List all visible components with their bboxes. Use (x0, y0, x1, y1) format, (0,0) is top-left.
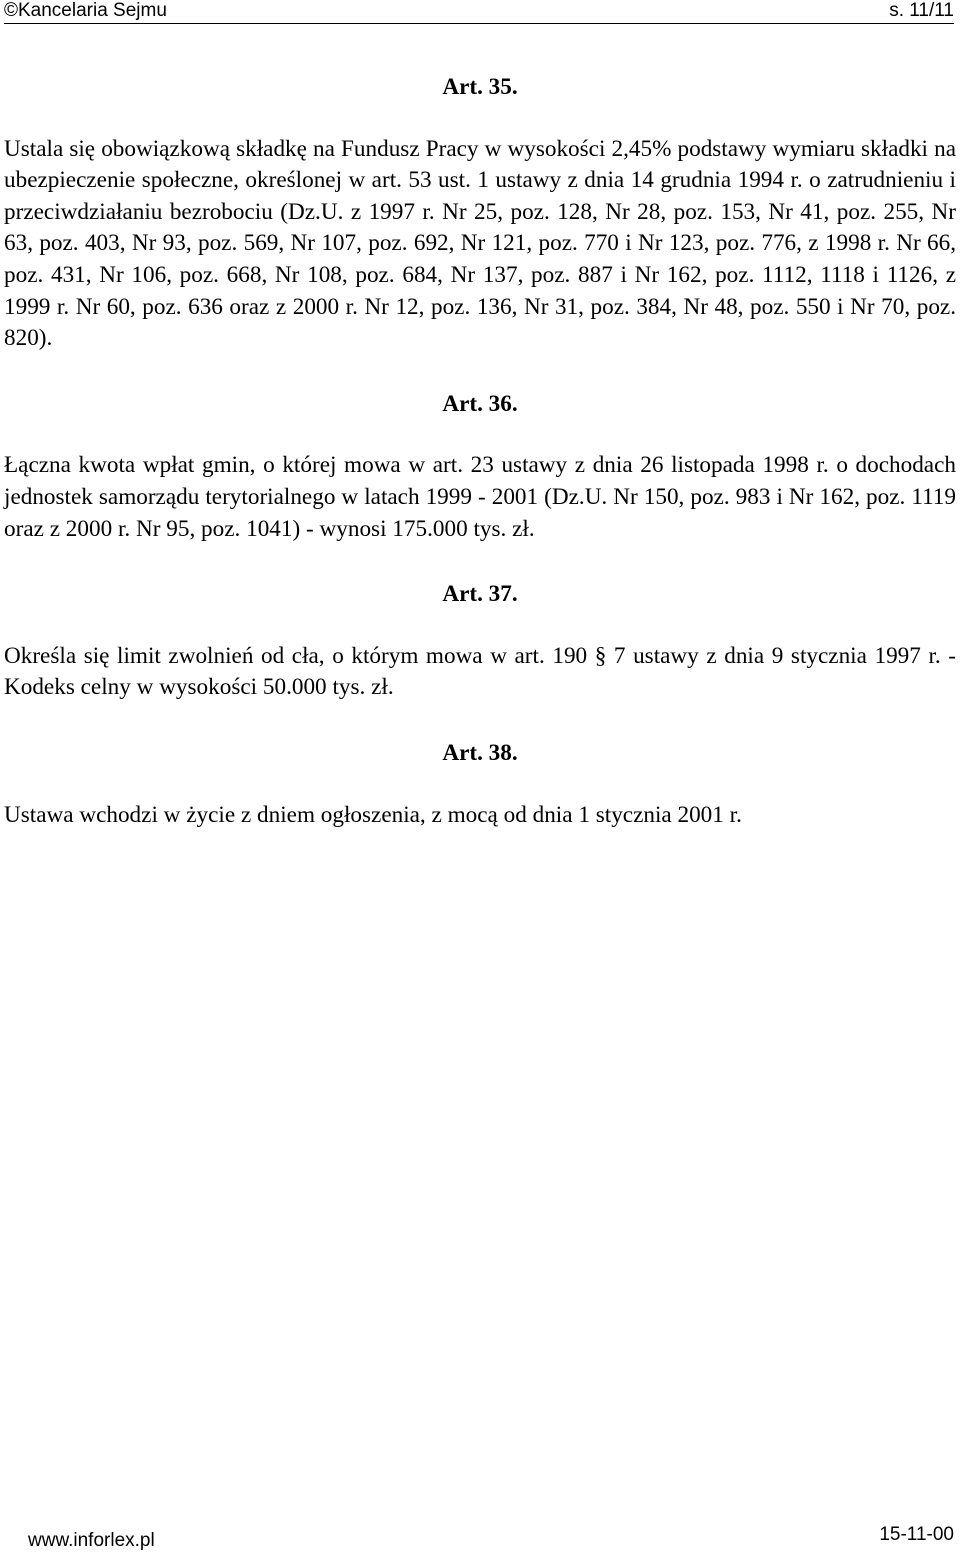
footer-date: 15-11-00 (879, 1524, 954, 1545)
article-38 (4, 738, 956, 831)
article-text: Ustala się obowiązkową składkę na Fundusz Pracy w wysokości 2,45% podstawy wymiaru składki na ubezpieczenie społeczne, określonej w art. 53 ust. 1 ustawy z dnia 14 grudnia 1994 r. o zatrudnieniu i przeciwdziałaniu bezrobociu (Dz.U. z 1997 r. Nr 25, poz. 128, Nr 28, poz. 153, Nr 41, poz. 255, Nr 63, poz. 403, Nr 93, poz. 569, Nr 107, poz. 692, Nr 121, poz. 770 i Nr 123, poz. 776, z 1998 r. Nr 66, poz. 431, Nr 106, poz. 668, Nr 108, poz. 684, Nr 137, poz. 887 i Nr 162, poz. 1112, 1118 i 1126, z 1999 r. Nr 60, poz. 636 oraz z 2000 r. Nr 12, poz. 136, Nr 31, poz. 384, Nr 48, poz. 550 i Nr 70, poz. 820). (4, 135, 956, 352)
page-footer (4, 1524, 954, 1552)
article-text: Łączna kwota wpłat gmin, o której mowa w art. 23 ustawy z dnia 26 listopada 1998 r. o dochodach jednostek samorządu terytorialnego w latach 1999 - 2001 (Dz.U. Nr 150, poz. 983 i Nr 162, poz. 1119 oraz z 2000 r. Nr 95, poz. 1041) - wynosi 175.000 tys. zł. (4, 452, 956, 542)
header-rule (4, 23, 954, 24)
article-35 (4, 72, 956, 355)
article-title: Art. 38. (442, 739, 518, 766)
header-publisher: ©Kancelaria Sejmu (4, 0, 167, 21)
article-text: Ustawa wchodzi w życie z dniem ogłoszenia, z mocą od dnia 1 stycznia 2001 r. (4, 801, 742, 828)
article-title: Art. 37. (442, 581, 518, 608)
article-title: Art. 36. (442, 390, 518, 417)
article-title: Art. 35. (442, 74, 518, 100)
article-36 (4, 389, 956, 545)
article-37 (4, 579, 956, 704)
header-page-number: s. 11/11 (889, 0, 954, 21)
document-body (4, 72, 956, 831)
article-text: Określa się limit zwolnień od cła, o którym mowa w art. 190 § 7 ustawy z dnia 9 stycznia 1997 r. - Kodeks celny w wysokości 50.000 tys. zł. (4, 642, 956, 701)
footer-website-link[interactable]: www.inforlex.pl (28, 1530, 155, 1551)
page-header (4, 0, 954, 24)
